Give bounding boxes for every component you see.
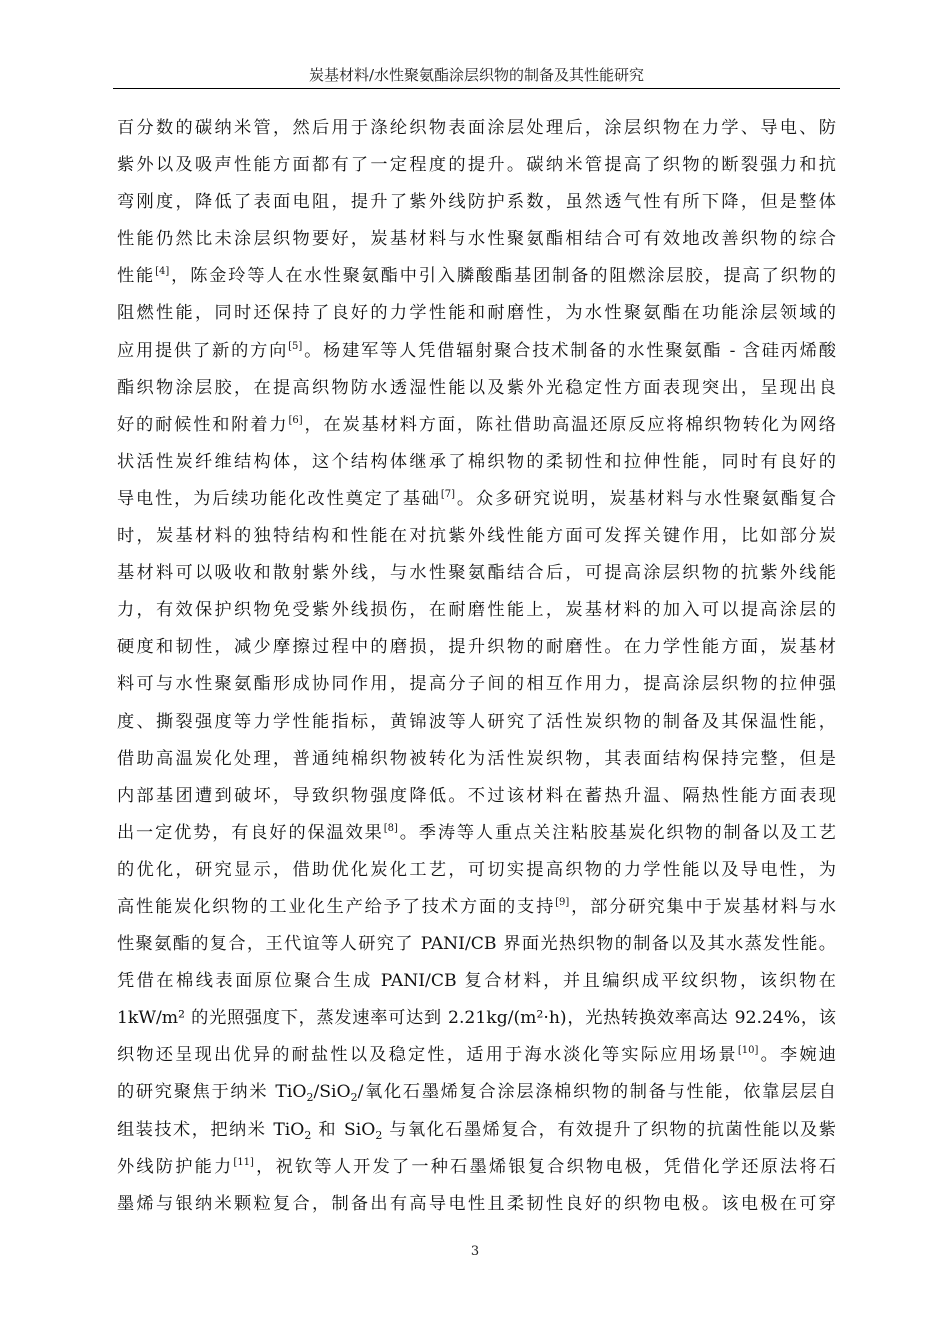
text-run: 弯刚度，降低了表面电阻，提升了紫外线防护系数，虽然透气性有所下降，但是整体 bbox=[117, 192, 836, 213]
subscript: 2 bbox=[304, 1128, 312, 1142]
text-run: 墨烯与银纳米颗粒复合，制备出有高导电性且柔韧性良好的织物电极。该电极在可穿 bbox=[117, 1193, 836, 1214]
text-line bbox=[117, 518, 836, 555]
text-line bbox=[117, 963, 836, 1000]
text-run: ，祝钦等人开发了一种石墨烯银复合织物电极，凭借化学还原法将石 bbox=[253, 1156, 836, 1177]
text-run: 。众多研究说明，炭基材料与水性聚氨酯复合 bbox=[455, 488, 836, 509]
text-run: 度、撕裂强度等力学性能指标，黄锦波等人研究了活性炭织物的制备及其保温性能， bbox=[117, 711, 836, 732]
text-run: 性能 bbox=[117, 266, 156, 287]
text-line bbox=[117, 481, 836, 518]
citation-ref: [10] bbox=[737, 1045, 759, 1057]
citation-ref: [9] bbox=[555, 896, 570, 908]
text-line bbox=[117, 407, 836, 444]
text-run: /SiO bbox=[313, 1082, 351, 1103]
text-line bbox=[117, 778, 836, 815]
text-run: 性能仍然比未涂层织物要好，炭基材料与水性聚氨酯相结合可有效地改善织物的综合 bbox=[117, 229, 836, 250]
text-run: 力，有效保护织物免受紫外线损伤，在耐磨性能上，炭基材料的加入可以提高涂层的 bbox=[117, 600, 836, 621]
text-line bbox=[117, 741, 836, 778]
text-run: 状活性炭纤维结构体，这个结构体继承了棉织物的柔韧性和拉伸性能，同时有良好的 bbox=[117, 451, 836, 472]
text-run: 性聚氨酯的复合，王代谊等人研究了 PANI/CB 界面光热织物的制备以及其水蒸发性能。 bbox=[117, 934, 836, 955]
subscript: 2 bbox=[306, 1091, 314, 1105]
text-run: 借助高温炭化处理，普通纯棉织物被转化为活性炭织物，其表面结构保持完整，但是 bbox=[117, 748, 836, 769]
text-run: 凭借在棉线表面原位聚合生成 PANI/CB 复合材料，并且编织成平纹织物，该织物在 bbox=[117, 971, 836, 992]
text-run: 与氧化石墨烯复合，有效提升了织物的抗菌性能以及紫 bbox=[382, 1119, 836, 1140]
text-run: ，在炭基材料方面，陈社借助高温还原反应将棉织物转化为网络 bbox=[302, 414, 836, 435]
text-line bbox=[117, 221, 836, 258]
text-line bbox=[117, 629, 836, 666]
text-line bbox=[117, 1186, 836, 1223]
text-run: 时，炭基材料的独特结构和性能在对抗紫外线性能方面可发挥关键作用，比如部分炭 bbox=[117, 526, 836, 547]
text-line bbox=[117, 1037, 836, 1074]
text-run: 和 SiO bbox=[311, 1119, 376, 1140]
text-line bbox=[117, 184, 836, 221]
text-run: 阻燃性能，同时还保持了良好的力学性能和耐磨性，为水性聚氨酯在功能涂层领域的 bbox=[117, 303, 836, 324]
text-run: 紫外以及吸声性能方面都有了一定程度的提升。碳纳米管提高了织物的断裂强力和抗 bbox=[117, 155, 836, 176]
text-run: 酯织物涂层胶，在提高织物防水透湿性能以及紫外光稳定性方面表现突出，呈现出良 bbox=[117, 377, 836, 398]
citation-ref: [8] bbox=[383, 822, 398, 834]
text-run: 内部基团遭到破坏，导致织物强度降低。不过该材料在蓄热升温、隔热性能方面表现 bbox=[117, 785, 836, 806]
text-run: 出一定优势，有良好的保温效果 bbox=[117, 822, 384, 843]
text-line bbox=[117, 1000, 836, 1037]
text-line bbox=[117, 555, 836, 592]
text-line bbox=[117, 926, 836, 963]
text-run: ，陈金玲等人在水性聚氨酯中引入膦酸酯基团制备的阻燃涂层胶，提高了织物的 bbox=[169, 266, 836, 287]
text-run: 织物还呈现出优异的耐盐性以及稳定性，适用于海水淡化等实际应用场景 bbox=[117, 1045, 738, 1066]
text-line bbox=[117, 704, 836, 741]
text-run: ，部分研究集中于炭基材料与水 bbox=[569, 896, 836, 917]
text-line bbox=[117, 370, 836, 407]
text-run: 料可与水性聚氨酯形成协同作用，提高分子间的相互作用力，提高涂层织物的拉伸强 bbox=[117, 674, 836, 695]
text-line bbox=[117, 815, 836, 852]
text-run: 组装技术，把纳米 TiO bbox=[117, 1119, 305, 1140]
text-run: 百分数的碳纳米管，然后用于涤纶织物表面涂层处理后，涂层织物在力学、导电、防 bbox=[117, 118, 836, 138]
text-line bbox=[117, 1112, 836, 1149]
text-line bbox=[117, 666, 836, 703]
citation-ref: [4] bbox=[155, 266, 170, 278]
text-run: 基材料可以吸收和散射紫外线，与水性聚氨酯结合后，可提高涂层织物的抗紫外线能 bbox=[117, 563, 836, 584]
text-run: 好的耐候性和附着力 bbox=[117, 414, 289, 435]
citation-ref: [5] bbox=[288, 340, 303, 352]
text-line bbox=[117, 889, 836, 926]
text-line bbox=[117, 147, 836, 184]
text-line bbox=[117, 110, 836, 147]
text-line bbox=[117, 295, 836, 332]
text-line bbox=[117, 1074, 836, 1111]
text-line bbox=[117, 258, 836, 295]
text-run: 1kW/m² 的光照强度下，蒸发速率可达到 2.21kg/(m²·h)，光热转换效率高达 92.24%，该 bbox=[117, 1008, 836, 1029]
text-run: 导电性，为后续功能化改性奠定了基础 bbox=[117, 488, 441, 509]
text-run: 应用提供了新的方向 bbox=[117, 340, 289, 361]
text-line bbox=[117, 852, 836, 889]
text-run: 的研究聚焦于纳米 TiO bbox=[117, 1082, 307, 1103]
subscript: 2 bbox=[375, 1128, 383, 1142]
body-paragraph bbox=[117, 110, 836, 1223]
text-run: 高性能炭化织物的工业化生产给予了技术方面的支持 bbox=[117, 896, 556, 917]
text-line bbox=[117, 592, 836, 629]
header-rule bbox=[113, 88, 840, 89]
citation-ref: [7] bbox=[440, 488, 455, 500]
citation-ref: [11] bbox=[233, 1156, 254, 1168]
text-run: 。季涛等人重点关注粘胶基炭化织物的制备以及工艺 bbox=[397, 822, 836, 843]
text-line bbox=[117, 1149, 836, 1186]
subscript: 2 bbox=[350, 1091, 358, 1105]
citation-ref: [6] bbox=[288, 414, 303, 426]
text-run: 。杨建军等人凭借辐射聚合技术制备的水性聚氨酯 - 含硅丙烯酸 bbox=[302, 340, 836, 361]
text-run: 的优化，研究显示，借助优化炭化工艺，可切实提高织物的力学性能以及导电性，为 bbox=[117, 859, 836, 880]
text-run: /氧化石墨烯复合涂层涤棉织物的制备与性能，依靠层层自 bbox=[357, 1082, 836, 1103]
text-run: 。李婉迪 bbox=[758, 1045, 836, 1066]
text-run: 外线防护能力 bbox=[117, 1156, 234, 1177]
page-number: 3 bbox=[470, 1244, 480, 1259]
text-run: 硬度和韧性，减少摩擦过程中的磨损，提升织物的耐磨性。在力学性能方面，炭基材 bbox=[117, 637, 836, 658]
text-line bbox=[117, 333, 836, 370]
text-line bbox=[117, 444, 836, 481]
running-header: 炭基材料/水性聚氨酯涂层织物的制备及其性能研究 bbox=[308, 66, 645, 84]
